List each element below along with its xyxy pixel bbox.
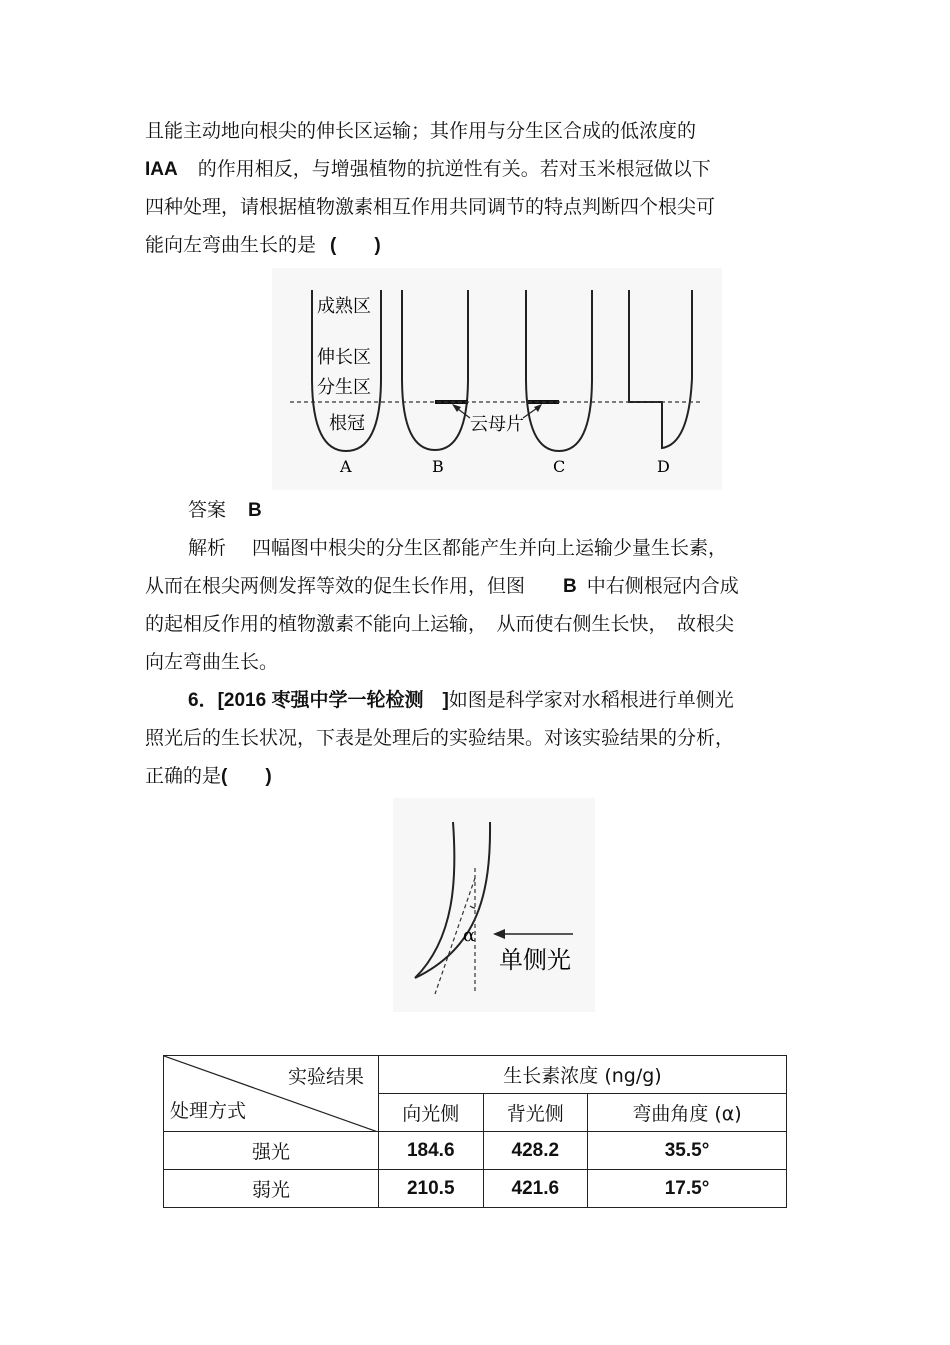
question6-source: [2016 枣强中学一轮检测 ] bbox=[217, 690, 449, 711]
question6-text-1: 如图是科学家对水稻根进行单侧光 bbox=[448, 689, 734, 711]
zone-label-root-cap: 根冠 bbox=[329, 413, 365, 434]
analysis-text-2a: 从而在根尖两侧发挥等效的促生长作用，但图 bbox=[145, 575, 526, 597]
angle-symbol: α bbox=[463, 925, 476, 946]
diagonal-header-cell bbox=[164, 1056, 379, 1132]
question5-text-line-2-rest: 的作用相反，与增强植物的抗逆性有关。若对玉米根冠做以下 bbox=[197, 158, 711, 180]
question6-line-1 bbox=[188, 688, 734, 713]
question5-text-line-4 bbox=[145, 233, 381, 258]
zone-label-mature: 成熟区 bbox=[317, 296, 371, 317]
answer-label: 答案 bbox=[188, 499, 227, 521]
zone-label-meristem: 分生区 bbox=[317, 377, 371, 398]
header-treatment-label: 处理方式 bbox=[170, 1100, 247, 1122]
col-header-shade-side: 背光侧 bbox=[483, 1094, 588, 1132]
answer-blank: ( ) bbox=[330, 235, 381, 256]
analysis-text-2c: 中右侧根冠内合成 bbox=[586, 575, 739, 597]
table-row bbox=[164, 1170, 787, 1208]
question5-text-line-1: 且能主动地向根尖的伸长区运输；其作用与分生区合成的低浓度的 bbox=[145, 120, 697, 142]
auxin-concentration-header: 生长素浓度 (ng/g) bbox=[379, 1056, 787, 1094]
answer-value: B bbox=[248, 500, 262, 521]
analysis-line-2 bbox=[145, 574, 739, 599]
light-label: 单侧光 bbox=[499, 946, 571, 974]
panel-label-a: A bbox=[340, 457, 352, 476]
row-lit-side-value: 210.5 bbox=[379, 1170, 484, 1208]
answer-line bbox=[188, 498, 262, 523]
row-treatment: 强光 bbox=[164, 1132, 379, 1170]
question6-line-2: 照光后的生长状况，下表是处理后的实验结果。对该实验结果的分析， bbox=[145, 727, 735, 749]
row-angle-value: 35.5° bbox=[588, 1132, 787, 1170]
analysis-line-3: 的起相反作用的植物激素不能向上运输， 从而使右侧生长快， 故根尖 bbox=[145, 613, 735, 635]
row-shade-side-value: 428.2 bbox=[483, 1132, 588, 1170]
analysis-text-1: 四幅图中根尖的分生区都能产生并向上运输少量生长素， bbox=[252, 537, 728, 559]
question6-number: 6． bbox=[188, 690, 218, 711]
col-header-bend-angle: 弯曲角度 (α) bbox=[588, 1094, 787, 1132]
results-table bbox=[163, 1055, 787, 1208]
analysis-figure-ref: B bbox=[563, 576, 577, 597]
row-shade-side-value: 421.6 bbox=[483, 1170, 588, 1208]
table-row bbox=[164, 1132, 787, 1170]
question6-text-3: 正确的是 bbox=[145, 765, 222, 787]
rice-root-figure bbox=[393, 798, 595, 1012]
panel-label-d: D bbox=[657, 457, 670, 476]
panel-label-c: C bbox=[553, 457, 566, 476]
mica-label: 云母片 bbox=[470, 414, 524, 435]
question6-line-3 bbox=[145, 764, 272, 789]
col-header-lit-side: 向光侧 bbox=[379, 1094, 484, 1132]
row-lit-side-value: 184.6 bbox=[379, 1132, 484, 1170]
analysis-line-1 bbox=[188, 536, 727, 560]
panel-label-b: B bbox=[432, 457, 444, 476]
root-tip-figure bbox=[272, 268, 722, 490]
question5-text-line-3: 四种处理，请根据植物激素相互作用共同调节的特点判断四个根尖可 bbox=[145, 196, 716, 218]
row-angle-value: 17.5° bbox=[588, 1170, 787, 1208]
row-treatment: 弱光 bbox=[164, 1170, 379, 1208]
question5-line-4-text: 能向左弯曲生长的是 bbox=[145, 234, 317, 256]
question6-answer-blank: ( ) bbox=[221, 766, 272, 787]
question5-text-line-2 bbox=[145, 157, 711, 182]
analysis-label: 解析 bbox=[188, 537, 227, 559]
analysis-line-4: 向左弯曲生长。 bbox=[145, 651, 279, 673]
header-results-label: 实验结果 bbox=[287, 1066, 364, 1088]
zone-label-elongation: 伸长区 bbox=[317, 347, 371, 368]
iaa-term: IAA bbox=[145, 159, 178, 180]
